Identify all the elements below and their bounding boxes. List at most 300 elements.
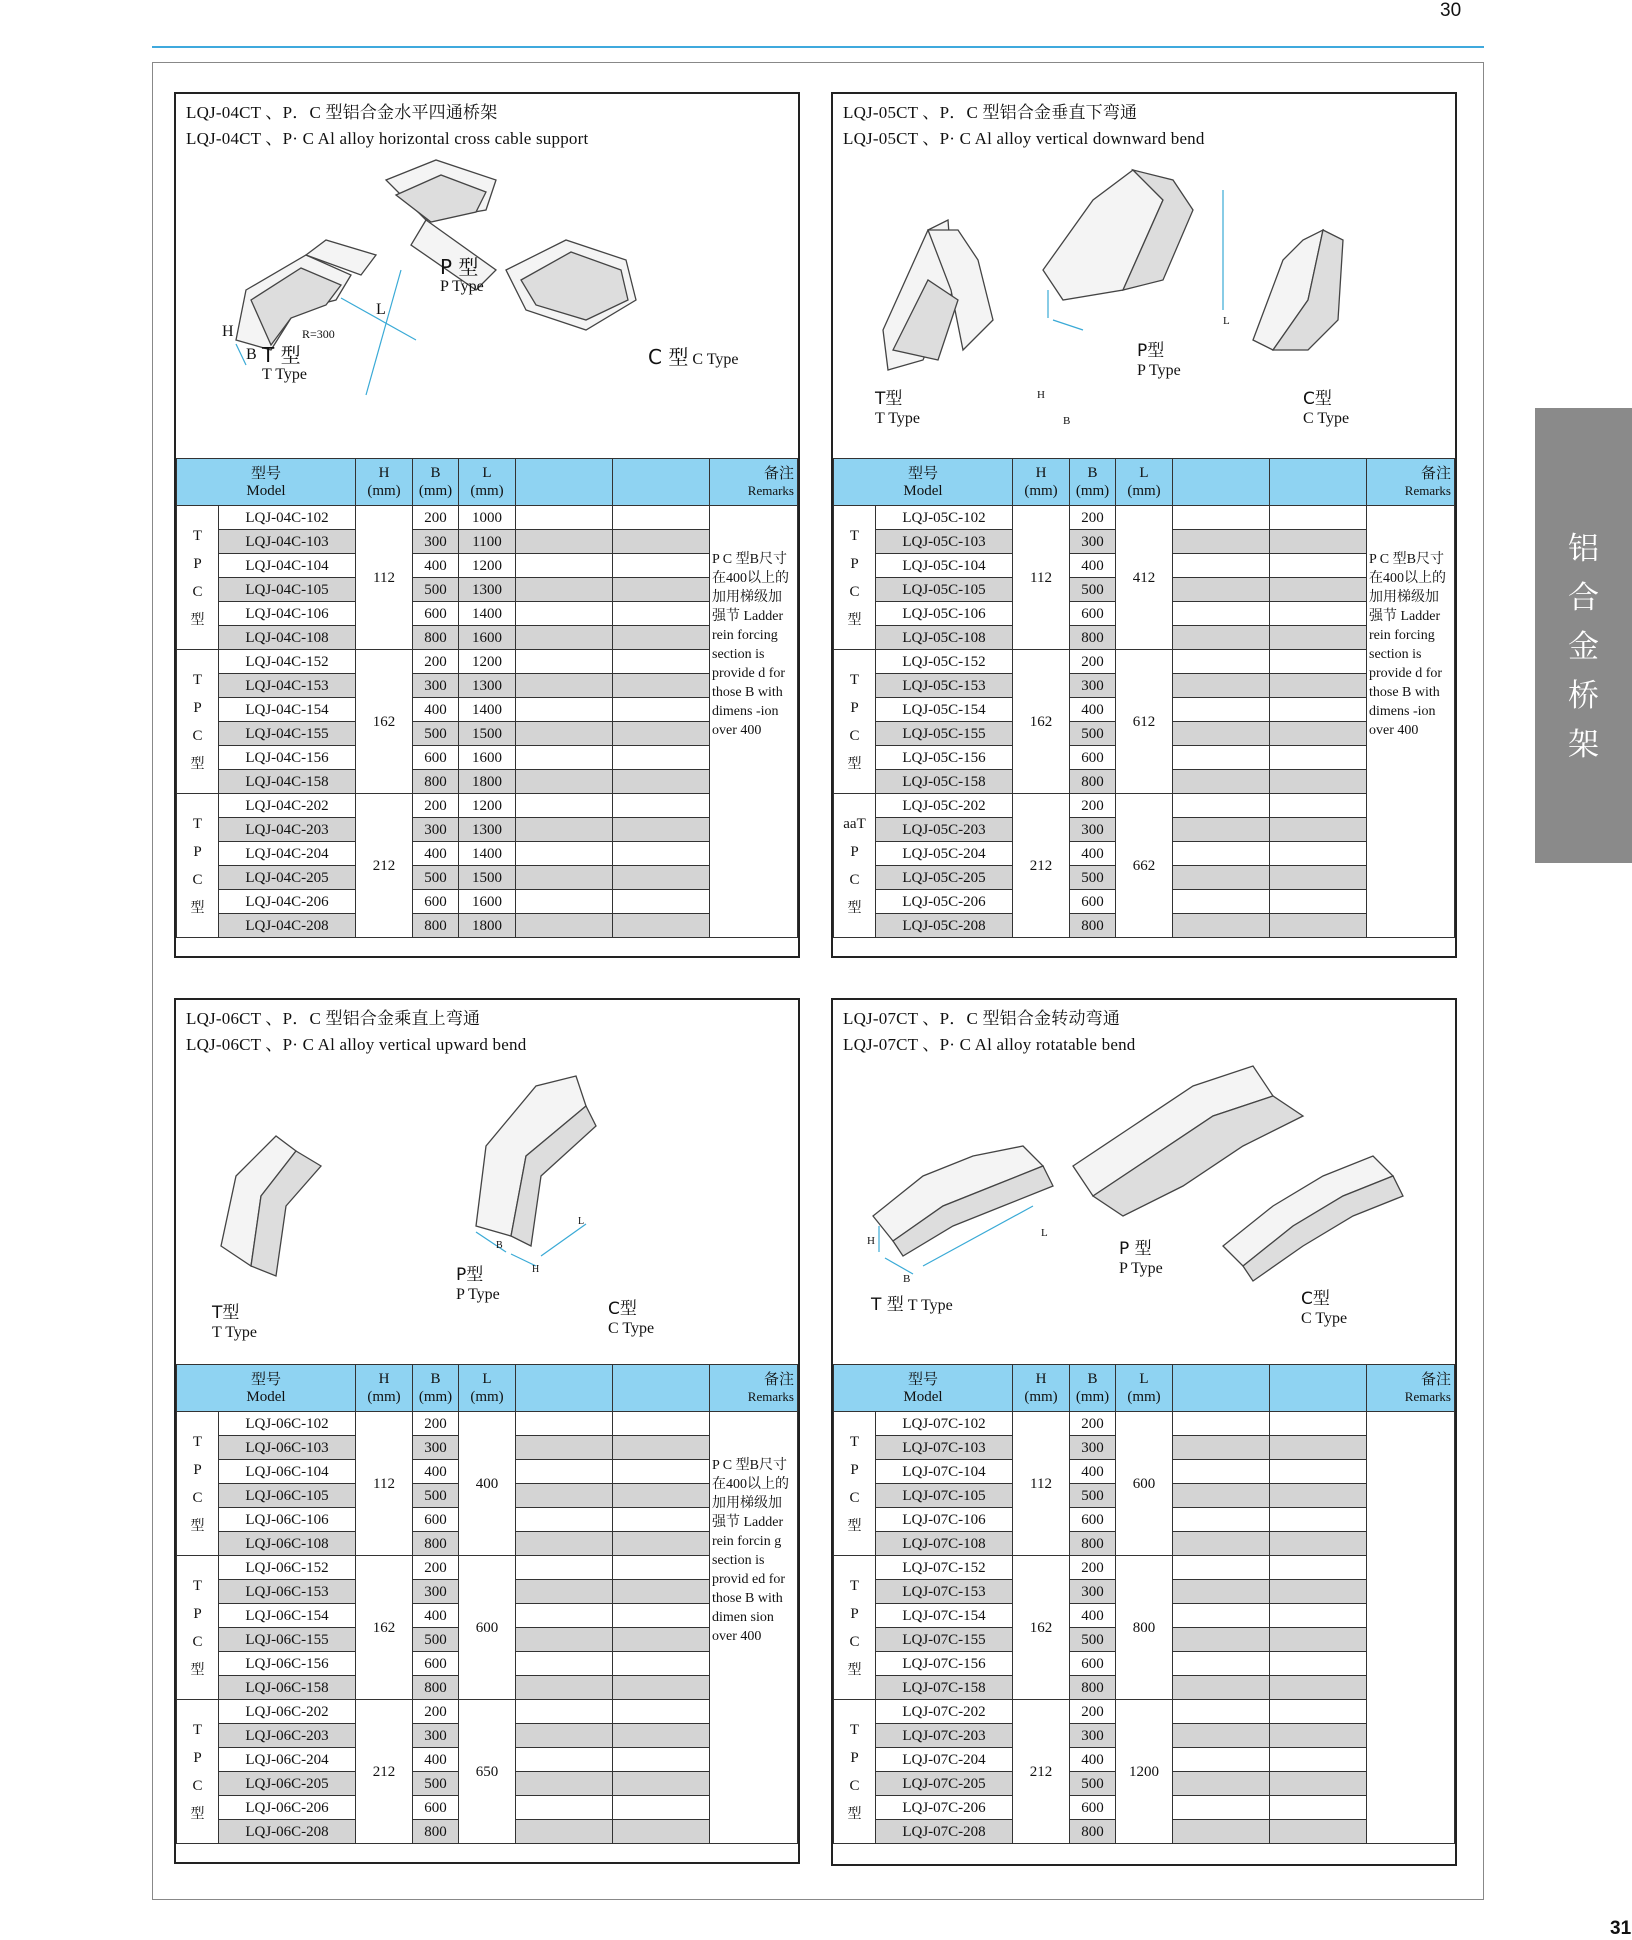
blank-cell — [1173, 650, 1270, 674]
blank-cell — [516, 1460, 613, 1484]
type-letter: T — [849, 527, 860, 544]
model-cell: LQJ-04C-106 — [219, 602, 356, 626]
b-cell: 800 — [413, 1820, 459, 1844]
type-label-c: C型 C Type — [1301, 1289, 1348, 1327]
b-cell: 500 — [1070, 1772, 1116, 1796]
blank-cell — [1270, 1628, 1367, 1652]
type-label-p: P 型 P Type — [440, 255, 484, 295]
type-letter: P — [193, 699, 202, 716]
header-remarks — [710, 1365, 798, 1412]
l-cell: 600 — [1116, 1412, 1173, 1556]
l-cell: 1300 — [459, 818, 516, 842]
blank-cell — [613, 1772, 710, 1796]
type-letter: C — [849, 871, 860, 888]
model-cell: LQJ-04C-155 — [219, 722, 356, 746]
blank-cell — [516, 1700, 613, 1724]
model-cell: LQJ-07C-206 — [876, 1796, 1013, 1820]
header-l — [1116, 1365, 1173, 1412]
product-illustration — [833, 150, 1455, 450]
b-cell: 500 — [413, 1628, 459, 1652]
header-b-unit: (mm) — [418, 483, 453, 499]
b-cell: 300 — [413, 818, 459, 842]
model-cell: LQJ-04C-203 — [219, 818, 356, 842]
model-cell: LQJ-06C-152 — [219, 1556, 356, 1580]
model-cell: LQJ-04C-104 — [219, 554, 356, 578]
table-row — [177, 1556, 798, 1580]
model-cell: LQJ-05C-108 — [876, 626, 1013, 650]
header-b-symbol: B — [430, 465, 441, 481]
blank-cell — [1173, 1700, 1270, 1724]
blank-cell — [1270, 602, 1367, 626]
header-b — [413, 459, 459, 506]
model-cell: LQJ-06C-154 — [219, 1604, 356, 1628]
h-cell: 112 — [1013, 506, 1070, 650]
table-row — [177, 842, 798, 866]
type-label-t: T 型 T Type — [262, 343, 307, 383]
blank-cell — [1270, 698, 1367, 722]
model-cell: LQJ-05C-158 — [876, 770, 1013, 794]
header-b-unit: (mm) — [1075, 483, 1110, 499]
table-row — [177, 626, 798, 650]
type-letter: T — [192, 815, 203, 832]
blank-cell — [516, 722, 613, 746]
l-cell: 650 — [459, 1700, 516, 1844]
b-cell: 200 — [1070, 650, 1116, 674]
blank-cell — [613, 1652, 710, 1676]
blank-cell — [613, 722, 710, 746]
blank-cell — [1173, 1628, 1270, 1652]
type-letter: T — [849, 1577, 860, 1594]
model-cell: LQJ-06C-203 — [219, 1724, 356, 1748]
model-cell: LQJ-05C-208 — [876, 914, 1013, 938]
model-cell: LQJ-06C-202 — [219, 1700, 356, 1724]
blank-cell — [516, 1532, 613, 1556]
model-cell: LQJ-04C-154 — [219, 698, 356, 722]
table-row — [177, 794, 798, 818]
b-cell: 300 — [1070, 1580, 1116, 1604]
blank-cell — [516, 1820, 613, 1844]
b-cell: 400 — [1070, 1460, 1116, 1484]
header-remarks-en: Remarks — [1404, 1389, 1451, 1404]
b-cell: 400 — [413, 1748, 459, 1772]
blank-cell — [516, 818, 613, 842]
header-model-cn: 型号 — [250, 464, 281, 482]
blank-cell — [516, 1676, 613, 1700]
blank-cell — [1173, 602, 1270, 626]
blank-cell — [1173, 1556, 1270, 1580]
b-cell: 300 — [413, 1724, 459, 1748]
type-letter: T — [192, 1577, 203, 1594]
blank-cell — [613, 890, 710, 914]
type-letter: T — [849, 671, 860, 688]
blank-cell — [1270, 890, 1367, 914]
blank-cell — [1270, 1724, 1367, 1748]
b-cell: 300 — [413, 530, 459, 554]
header-h-unit: (mm) — [367, 1389, 401, 1405]
header-blank — [613, 1365, 710, 1412]
panel-title-en: LQJ-06CT 、P· C Al alloy vertical upward bend — [186, 1035, 527, 1054]
blank-cell — [613, 578, 710, 602]
blank-cell — [1173, 530, 1270, 554]
remarks-cell: P C 型B尺寸在400以上的加用梯级加强节 Ladder rein forcing section is provide d for those B with dimens -ion over 400 — [710, 506, 798, 938]
header-h-symbol: H — [378, 1371, 390, 1387]
blank-cell — [516, 1484, 613, 1508]
blank-cell — [516, 1556, 613, 1580]
table-row — [177, 578, 798, 602]
type-letter: 型 — [190, 1517, 205, 1534]
dim-label: B — [496, 1240, 503, 1251]
b-cell: 400 — [413, 1460, 459, 1484]
blank-cell — [516, 842, 613, 866]
b-cell: 500 — [1070, 722, 1116, 746]
type-group-cell — [177, 650, 219, 794]
model-cell: LQJ-07C-156 — [876, 1652, 1013, 1676]
l-cell: 600 — [459, 1556, 516, 1700]
blank-cell — [516, 1652, 613, 1676]
blank-cell — [1173, 1772, 1270, 1796]
type-label-p: P型 P Type — [456, 1265, 500, 1303]
model-cell: LQJ-04C-103 — [219, 530, 356, 554]
type-letter: P — [850, 699, 859, 716]
dim-label: H — [1037, 389, 1045, 401]
b-cell: 400 — [1070, 698, 1116, 722]
header-h-symbol: H — [1035, 465, 1047, 481]
model-cell: LQJ-05C-156 — [876, 746, 1013, 770]
l-cell: 1000 — [459, 506, 516, 530]
dim-label: R=300 — [302, 327, 335, 341]
blank-cell — [516, 506, 613, 530]
model-cell: LQJ-05C-205 — [876, 866, 1013, 890]
blank-cell — [1173, 818, 1270, 842]
b-cell: 800 — [413, 914, 459, 938]
blank-cell — [1270, 1436, 1367, 1460]
table-row — [177, 1700, 798, 1724]
blank-cell — [1173, 1724, 1270, 1748]
table-row — [177, 722, 798, 746]
header-model-cn: 型号 — [907, 464, 938, 482]
type-letter: T — [192, 1721, 203, 1738]
blank-cell — [1270, 578, 1367, 602]
blank-cell — [516, 530, 613, 554]
blank-cell — [613, 1412, 710, 1436]
type-letter: 型 — [190, 611, 205, 628]
b-cell: 200 — [413, 1412, 459, 1436]
blank-cell — [1173, 1508, 1270, 1532]
model-cell: LQJ-07C-154 — [876, 1604, 1013, 1628]
b-cell: 800 — [413, 1532, 459, 1556]
table-row — [177, 866, 798, 890]
header-l-unit: (mm) — [1127, 1389, 1161, 1405]
blank-cell — [1270, 626, 1367, 650]
header-l-symbol: L — [1139, 465, 1149, 481]
blank-cell — [1270, 818, 1367, 842]
blank-cell — [613, 770, 710, 794]
dim-label: B — [1063, 415, 1071, 427]
type-letter: 型 — [190, 899, 205, 916]
model-cell: LQJ-04C-202 — [219, 794, 356, 818]
blank-cell — [516, 1748, 613, 1772]
model-cell: LQJ-05C-105 — [876, 578, 1013, 602]
b-cell: 200 — [413, 1556, 459, 1580]
blank-cell — [1270, 866, 1367, 890]
model-cell: LQJ-06C-206 — [219, 1796, 356, 1820]
blank-cell — [1270, 674, 1367, 698]
b-cell: 500 — [413, 866, 459, 890]
table-row — [177, 818, 798, 842]
type-letter: C — [849, 1633, 860, 1650]
blank-cell — [1270, 650, 1367, 674]
l-cell: 1500 — [459, 722, 516, 746]
h-cell: 162 — [356, 1556, 413, 1700]
dim-label: H — [532, 1264, 540, 1275]
blank-cell — [516, 770, 613, 794]
header-model-en: Model — [246, 1389, 286, 1405]
type-label-t: T型 T Type — [212, 1303, 257, 1341]
b-cell: 500 — [1070, 1628, 1116, 1652]
blank-cell — [1173, 842, 1270, 866]
model-cell: LQJ-07C-103 — [876, 1436, 1013, 1460]
dim-label: B — [246, 346, 257, 363]
blank-cell — [1270, 530, 1367, 554]
blank-cell — [613, 1676, 710, 1700]
model-cell: LQJ-05C-206 — [876, 890, 1013, 914]
blank-cell — [516, 1580, 613, 1604]
b-cell: 200 — [1070, 1700, 1116, 1724]
blank-cell — [516, 674, 613, 698]
blank-cell — [1270, 1580, 1367, 1604]
blank-cell — [1270, 1820, 1367, 1844]
type-letter: P — [850, 1749, 859, 1766]
model-cell: LQJ-07C-205 — [876, 1772, 1013, 1796]
type-letter: 型 — [847, 755, 862, 772]
header-remarks — [1367, 1365, 1455, 1412]
b-cell: 500 — [1070, 866, 1116, 890]
l-cell: 1600 — [459, 746, 516, 770]
header-model — [177, 459, 356, 506]
panel-title-cn: LQJ-07CT 、P．C 型铝合金转动弯通 — [843, 1009, 1121, 1028]
b-cell: 400 — [1070, 1748, 1116, 1772]
model-cell: LQJ-07C-203 — [876, 1724, 1013, 1748]
header-b — [1070, 459, 1116, 506]
model-cell: LQJ-06C-156 — [219, 1652, 356, 1676]
h-cell: 212 — [356, 794, 413, 938]
panel-lqj-06c — [174, 998, 800, 1864]
blank-cell — [613, 1796, 710, 1820]
l-cell: 1100 — [459, 530, 516, 554]
b-cell: 800 — [1070, 626, 1116, 650]
h-cell: 212 — [1013, 794, 1070, 938]
dim-label: H — [867, 1235, 875, 1247]
type-letter: C — [192, 727, 203, 744]
header-model — [834, 1365, 1013, 1412]
b-cell: 200 — [413, 650, 459, 674]
b-cell: 600 — [1070, 746, 1116, 770]
blank-cell — [516, 866, 613, 890]
blank-cell — [1173, 890, 1270, 914]
blank-cell — [613, 1436, 710, 1460]
blank-cell — [1173, 1460, 1270, 1484]
panel-lqj-07c — [831, 998, 1457, 1866]
type-letter: C — [192, 871, 203, 888]
b-cell: 500 — [413, 1772, 459, 1796]
b-cell: 400 — [1070, 842, 1116, 866]
blank-cell — [1270, 1772, 1367, 1796]
blank-cell — [613, 1484, 710, 1508]
model-cell: LQJ-07C-153 — [876, 1580, 1013, 1604]
blank-cell — [516, 1628, 613, 1652]
b-cell: 400 — [413, 1604, 459, 1628]
model-cell: LQJ-06C-108 — [219, 1532, 356, 1556]
header-remarks — [710, 459, 798, 506]
h-cell: 162 — [1013, 650, 1070, 794]
blank-cell — [1173, 722, 1270, 746]
h-cell: 162 — [1013, 1556, 1070, 1700]
type-letter: P — [850, 1605, 859, 1622]
model-cell: LQJ-07C-152 — [876, 1556, 1013, 1580]
model-cell: LQJ-05C-102 — [876, 506, 1013, 530]
type-letter: 型 — [190, 1661, 205, 1678]
type-letter: P — [850, 555, 859, 572]
l-cell: 1400 — [459, 602, 516, 626]
header-blank — [516, 1365, 613, 1412]
blank-cell — [1270, 1604, 1367, 1628]
header-remarks-cn: 备注 — [1420, 1370, 1451, 1388]
model-cell: LQJ-04C-152 — [219, 650, 356, 674]
b-cell: 600 — [1070, 602, 1116, 626]
l-cell: 1600 — [459, 626, 516, 650]
panel-lqj-05c — [831, 92, 1457, 958]
header-model — [834, 459, 1013, 506]
model-cell: LQJ-06C-153 — [219, 1580, 356, 1604]
b-cell: 300 — [1070, 674, 1116, 698]
model-cell: LQJ-04C-108 — [219, 626, 356, 650]
model-cell: LQJ-06C-104 — [219, 1460, 356, 1484]
header-remarks-cn: 备注 — [1420, 464, 1451, 482]
b-cell: 300 — [413, 1436, 459, 1460]
model-cell: LQJ-07C-204 — [876, 1748, 1013, 1772]
type-group-cell — [177, 1700, 219, 1844]
model-cell: LQJ-07C-155 — [876, 1628, 1013, 1652]
blank-cell — [516, 650, 613, 674]
blank-cell — [516, 554, 613, 578]
model-cell: LQJ-04C-153 — [219, 674, 356, 698]
blank-cell — [516, 1724, 613, 1748]
type-letter: C — [192, 1633, 203, 1650]
l-cell: 400 — [459, 1412, 516, 1556]
panel-title-cn: LQJ-06CT 、P．C 型铝合金乘直上弯通 — [186, 1009, 481, 1028]
blank-cell — [1173, 1676, 1270, 1700]
blank-cell — [1270, 1508, 1367, 1532]
table-row — [177, 1412, 798, 1436]
header-h-symbol: H — [1035, 1371, 1047, 1387]
header-blank — [1270, 459, 1367, 506]
blank-cell — [1270, 1412, 1367, 1436]
type-letter: T — [192, 527, 203, 544]
b-cell: 200 — [413, 794, 459, 818]
header-blank — [516, 459, 613, 506]
blank-cell — [613, 506, 710, 530]
b-cell: 400 — [1070, 1604, 1116, 1628]
type-letter: 型 — [190, 1805, 205, 1822]
header-h-symbol: H — [378, 465, 390, 481]
side-tab-char: 合 — [1568, 580, 1599, 616]
header-model-en: Model — [903, 1389, 943, 1405]
model-cell: LQJ-07C-106 — [876, 1508, 1013, 1532]
type-letter: C — [849, 1777, 860, 1794]
b-cell: 600 — [413, 890, 459, 914]
type-letter: C — [192, 583, 203, 600]
header-remarks-en: Remarks — [747, 483, 794, 498]
b-cell: 800 — [413, 1676, 459, 1700]
page-number-bottom: 31 — [1610, 1918, 1632, 1939]
model-cell: LQJ-04C-204 — [219, 842, 356, 866]
side-tab-char: 金 — [1568, 629, 1599, 665]
b-cell: 600 — [1070, 1796, 1116, 1820]
model-cell: LQJ-04C-156 — [219, 746, 356, 770]
blank-cell — [1270, 842, 1367, 866]
type-letter: P — [850, 1461, 859, 1478]
model-cell: LQJ-06C-204 — [219, 1748, 356, 1772]
blank-cell — [516, 1436, 613, 1460]
model-cell: LQJ-05C-153 — [876, 674, 1013, 698]
model-cell: LQJ-05C-104 — [876, 554, 1013, 578]
blank-cell — [613, 746, 710, 770]
header-h — [356, 459, 413, 506]
type-group-cell — [177, 1556, 219, 1700]
b-cell: 800 — [1070, 1820, 1116, 1844]
header-h-unit: (mm) — [1024, 1389, 1058, 1405]
blank-cell — [613, 698, 710, 722]
table-row — [177, 554, 798, 578]
header-l-symbol: L — [482, 465, 492, 481]
header-model-cn: 型号 — [907, 1370, 938, 1388]
blank-cell — [1270, 1676, 1367, 1700]
header-model — [177, 1365, 356, 1412]
b-cell: 600 — [1070, 1652, 1116, 1676]
b-cell: 400 — [413, 842, 459, 866]
model-cell: LQJ-05C-152 — [876, 650, 1013, 674]
b-cell: 200 — [1070, 1556, 1116, 1580]
header-b — [413, 1365, 459, 1412]
table-row — [177, 914, 798, 938]
b-cell: 300 — [1070, 1724, 1116, 1748]
model-cell: LQJ-07C-102 — [876, 1412, 1013, 1436]
header-blank — [1173, 459, 1270, 506]
model-cell: LQJ-06C-208 — [219, 1820, 356, 1844]
blank-cell — [613, 1556, 710, 1580]
header-remarks-cn: 备注 — [763, 464, 794, 482]
blank-cell — [1270, 1796, 1367, 1820]
header-l-unit: (mm) — [470, 1389, 504, 1405]
type-letter: T — [849, 1433, 860, 1450]
b-cell: 300 — [1070, 530, 1116, 554]
page-number-top: 30 — [1440, 0, 1462, 21]
l-cell: 800 — [1116, 1556, 1173, 1700]
l-cell: 1300 — [459, 578, 516, 602]
type-letter: 型 — [847, 1805, 862, 1822]
table-row — [177, 602, 798, 626]
type-group-cell — [834, 650, 876, 794]
blank-cell — [1173, 1484, 1270, 1508]
side-tab-char: 桥 — [1568, 678, 1599, 714]
header-b — [1070, 1365, 1116, 1412]
side-tab — [1535, 408, 1632, 863]
header-blank — [1173, 1365, 1270, 1412]
type-label-p: P型 P Type — [1137, 341, 1181, 379]
side-tab-char: 架 — [1568, 727, 1599, 763]
panel-lqj-04c — [174, 92, 800, 958]
header-b-symbol: B — [1087, 1371, 1098, 1387]
